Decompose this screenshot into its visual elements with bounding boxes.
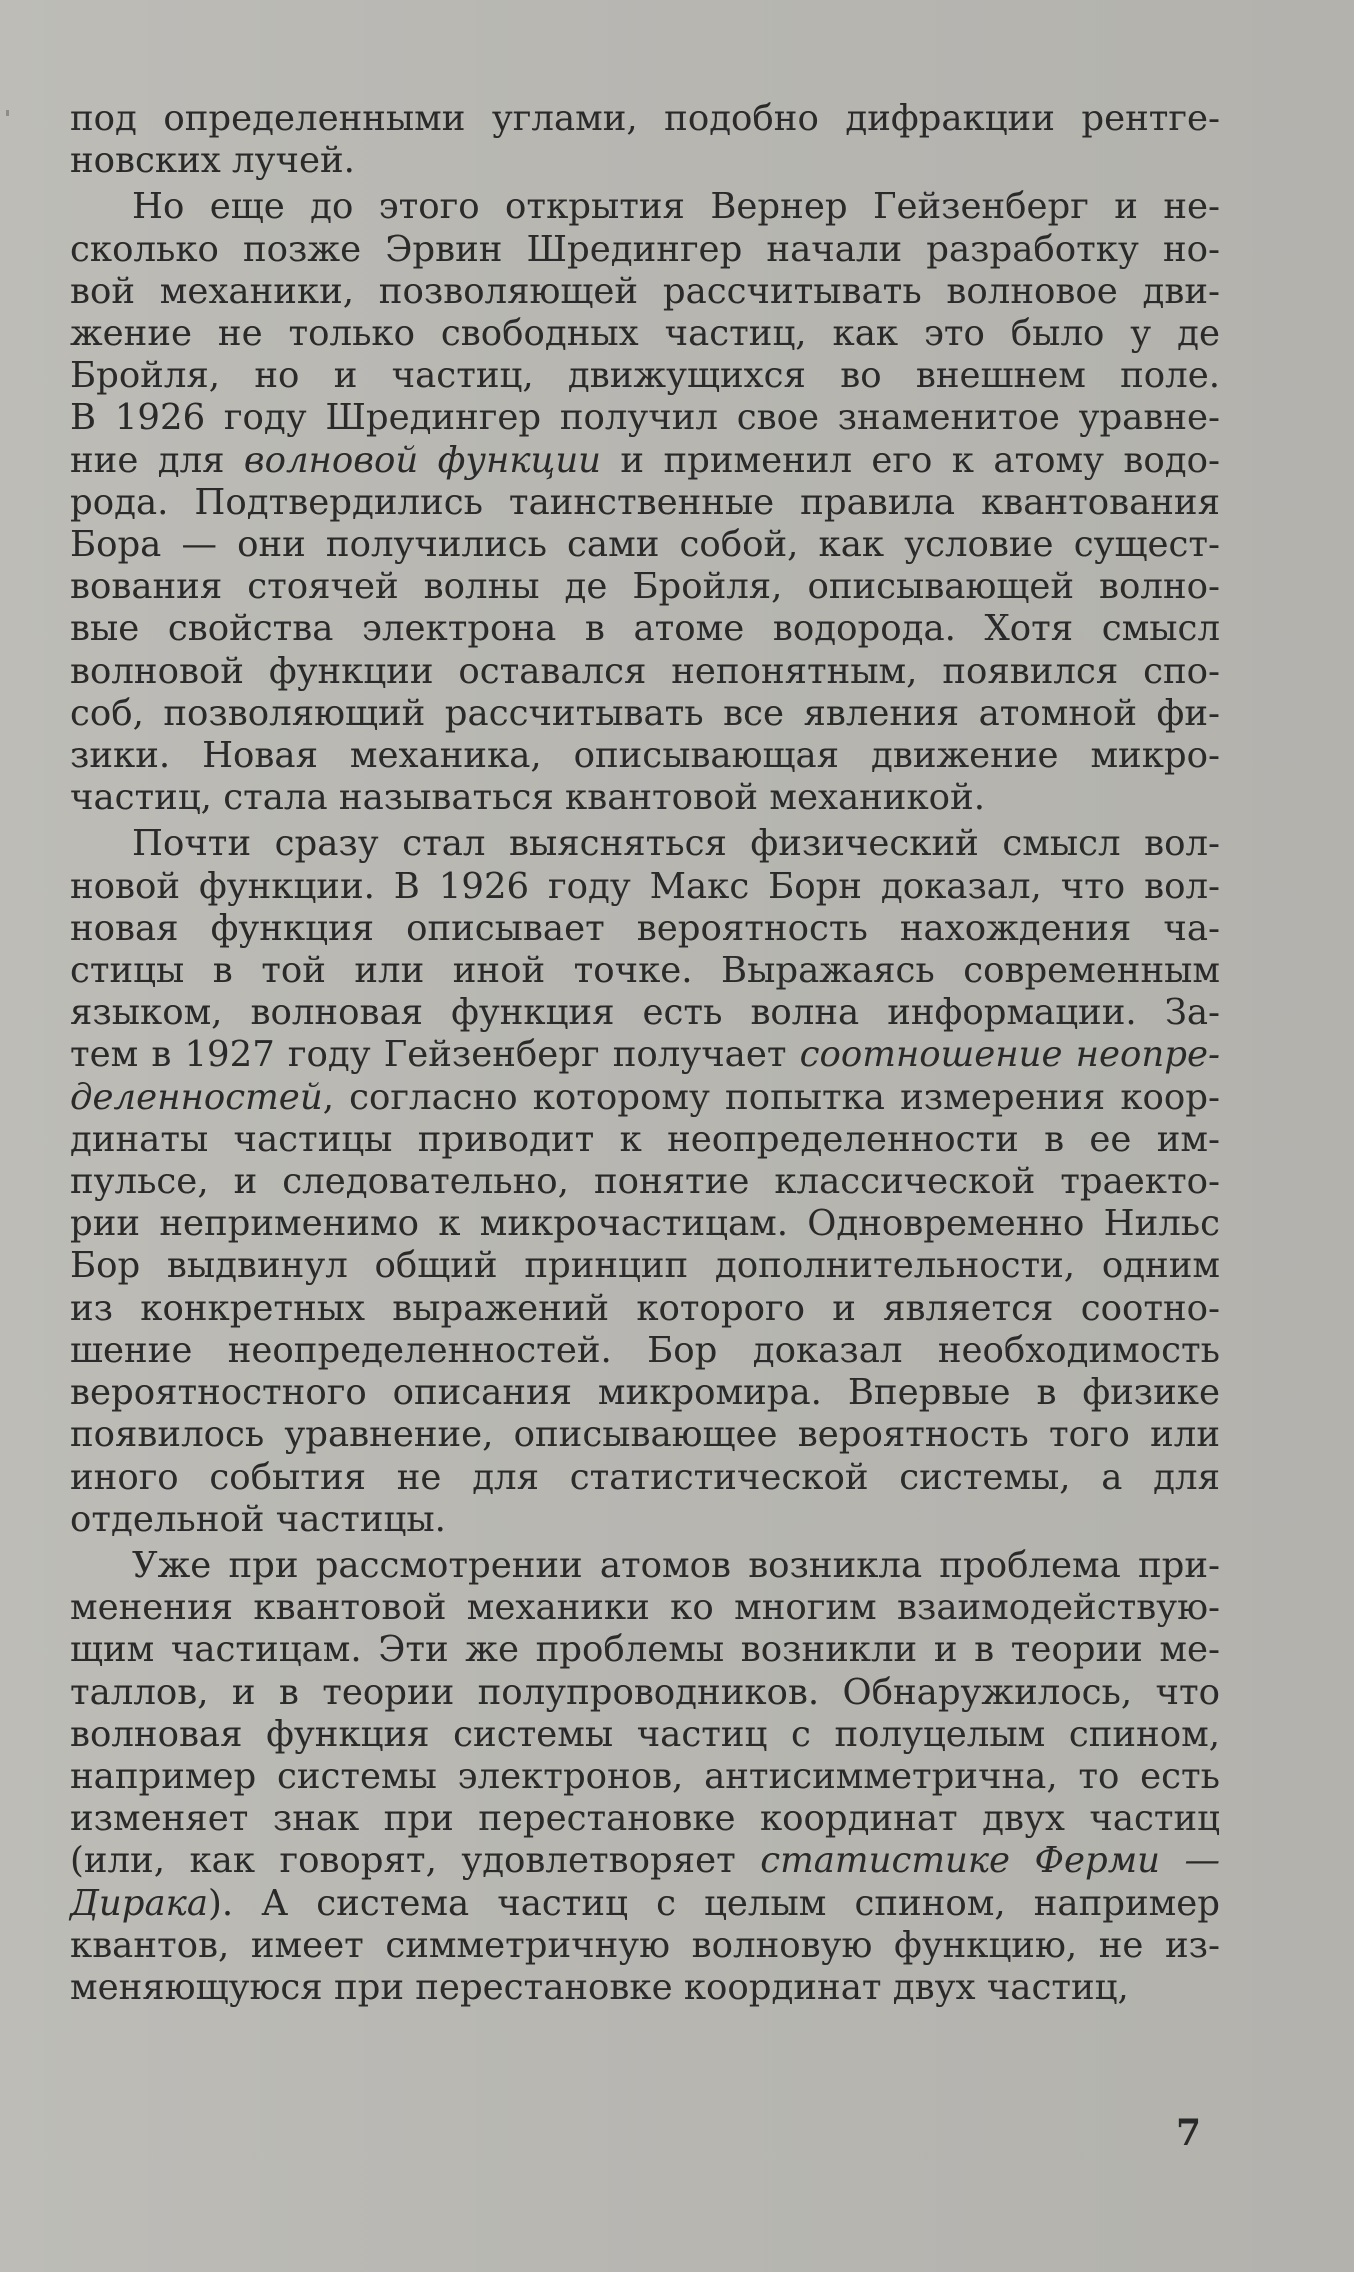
text-line — [70, 1414, 1220, 1456]
text-run: вые свойства электрона в атоме водорода. Хотя смысл — [70, 608, 1220, 650]
text-line — [70, 1587, 1220, 1629]
text-run: под определенными углами, подобно дифракции рентге- — [70, 98, 1220, 139]
text-run: меняющуюся при перестановке координат двух частиц, — [70, 1966, 1129, 2008]
text-run: новой функции. В 1926 году Макс Борн доказал, что вол- — [70, 865, 1220, 907]
text-run: отдельной частицы. — [70, 1498, 446, 1540]
text-run: волновая функция системы частиц с полуцелым спином, — [70, 1713, 1220, 1755]
text-run: тем в 1927 году Гейзенберг получает — [70, 1034, 800, 1076]
text-run: (или, как говорят, удовлетворяет — [70, 1840, 761, 1882]
text-run: стицы в той или иной точке. Выражаясь современным — [70, 950, 1220, 992]
paragraph — [70, 1545, 1220, 2009]
text-run: менения квантовой механики ко многим взаимодействую- — [70, 1587, 1220, 1629]
text-line — [70, 1883, 1220, 1925]
text-line — [70, 777, 1220, 819]
italic-term: статистике Ферми — — [760, 1840, 1220, 1882]
text-run: Бройля, но и частиц, движущихся во внешнем поле. — [70, 355, 1220, 397]
text-run: Почти сразу стал выясняться физический смысл вол- — [132, 823, 1220, 865]
text-run: Уже при рассмотрении атомов возникла проблема при- — [132, 1544, 1220, 1586]
text-run: Бора — они получились сами собой, как условие сущест- — [70, 524, 1220, 566]
text-run: квантов, имеет симметричную волновую функцию, не из- — [70, 1924, 1220, 1966]
italic-term: деленностей — [70, 1076, 323, 1118]
text-line — [70, 866, 1220, 908]
paragraph — [70, 186, 1220, 819]
text-line — [70, 1545, 1220, 1587]
paragraph — [70, 823, 1220, 1540]
text-run: изменяет знак при перестановке координат двух частиц — [70, 1798, 1220, 1840]
text-run: соб, позволяющий рассчитывать все явления атомной фи- — [70, 692, 1220, 734]
text-line — [70, 1372, 1220, 1414]
text-line — [70, 1203, 1220, 1245]
text-run: ). А система частиц с целым спином, например — [207, 1882, 1220, 1924]
text-line — [70, 608, 1220, 650]
text-run: пульсе, и следовательно, понятие классической траекто- — [70, 1161, 1220, 1203]
text-run: языком, волновая функция есть волна информации. За- — [70, 992, 1220, 1034]
text-line — [70, 1672, 1220, 1714]
text-run: вероятностного описания микромира. Впервые в физике — [70, 1372, 1220, 1414]
text-line — [70, 1457, 1220, 1499]
text-run: щим частицам. Эти же проблемы возникли и в теории ме- — [70, 1629, 1220, 1671]
text-line — [70, 1840, 1220, 1882]
text-line — [70, 140, 1220, 182]
text-run: сколько позже Эрвин Шредингер начали разработку но- — [70, 228, 1220, 270]
text-line — [70, 524, 1220, 566]
text-run: рода. Подтвердились таинственные правила квантования — [70, 481, 1220, 523]
text-line — [70, 271, 1220, 313]
text-run: , согласно которому попытка измерения коор- — [322, 1076, 1220, 1118]
text-line — [70, 1330, 1220, 1372]
text-line — [70, 1798, 1220, 1840]
text-line — [70, 1499, 1220, 1541]
text-line — [70, 397, 1220, 439]
text-run: и применил его к атому водо- — [601, 439, 1220, 481]
italic-term: волновой функции — [243, 439, 602, 481]
text-line — [70, 1288, 1220, 1330]
text-line — [70, 1034, 1220, 1076]
text-run: новая функция описывает вероятность нахождения ча- — [70, 907, 1220, 949]
text-line — [70, 1925, 1220, 1967]
text-line — [70, 229, 1220, 271]
text-line — [70, 950, 1220, 992]
text-run: шение неопределенностей. Бор доказал необходимость — [70, 1329, 1220, 1371]
text-line — [70, 1629, 1220, 1671]
text-line — [70, 1714, 1220, 1756]
page-number: 7 — [1176, 2112, 1202, 2154]
text-line — [70, 1161, 1220, 1203]
italic-term: Дирака — [70, 1882, 208, 1924]
text-run: появилось уравнение, описывающее вероятность того или — [70, 1414, 1220, 1456]
text-line — [70, 566, 1220, 608]
text-run: вой механики, позволяющей рассчитывать волновое дви- — [70, 270, 1220, 312]
text-line — [70, 98, 1220, 140]
text-run: частиц, стала называться квантовой механикой. — [70, 777, 985, 819]
text-run: иного события не для статистической системы, а для — [70, 1456, 1220, 1498]
text-run: новских лучей. — [70, 140, 355, 182]
text-run: рии неприменимо к микрочастицам. Одновременно Нильс — [70, 1203, 1220, 1245]
text-run: таллов, и в теории полупроводников. Обнаружилось, что — [70, 1671, 1220, 1713]
text-line — [70, 1756, 1220, 1798]
text-run: динаты частицы приводит к неопределенности в ее им- — [70, 1118, 1220, 1160]
text-line — [70, 1077, 1220, 1119]
text-line — [70, 186, 1220, 228]
text-run: вования стоячей волны де Бройля, описывающей волно- — [70, 566, 1220, 608]
text-line — [70, 1245, 1220, 1287]
text-line — [70, 482, 1220, 524]
italic-term: соотношение неопре- — [799, 1034, 1220, 1076]
text-line — [70, 651, 1220, 693]
text-line — [70, 1119, 1220, 1161]
page-body-text — [70, 98, 1220, 2013]
text-line — [70, 735, 1220, 777]
text-run: жение не только свободных частиц, как это было у де — [70, 313, 1220, 355]
text-line — [70, 693, 1220, 735]
text-run: Бор выдвинул общий принцип дополнительности, одним — [70, 1245, 1220, 1287]
text-run: зики. Новая механика, описывающая движение микро- — [70, 735, 1220, 777]
text-run: из конкретных выражений которого и является соотно- — [70, 1287, 1220, 1329]
text-line — [70, 1967, 1220, 2009]
text-line — [70, 823, 1220, 865]
paragraph — [70, 98, 1220, 182]
text-run: Но еще до этого открытия Вернер Гейзенберг и не- — [132, 186, 1220, 228]
text-run: В 1926 году Шредингер получил свое знаменитое уравне- — [70, 397, 1220, 439]
text-line — [70, 908, 1220, 950]
text-run: волновой функции оставался непонятным, появился спо- — [70, 650, 1220, 692]
text-line — [70, 313, 1220, 355]
text-run: ние для — [70, 439, 244, 481]
text-line — [70, 440, 1220, 482]
text-line — [70, 992, 1220, 1034]
scan-edge-mark — [6, 110, 9, 116]
text-line — [70, 355, 1220, 397]
text-run: например системы электронов, антисимметрична, то есть — [70, 1755, 1220, 1797]
